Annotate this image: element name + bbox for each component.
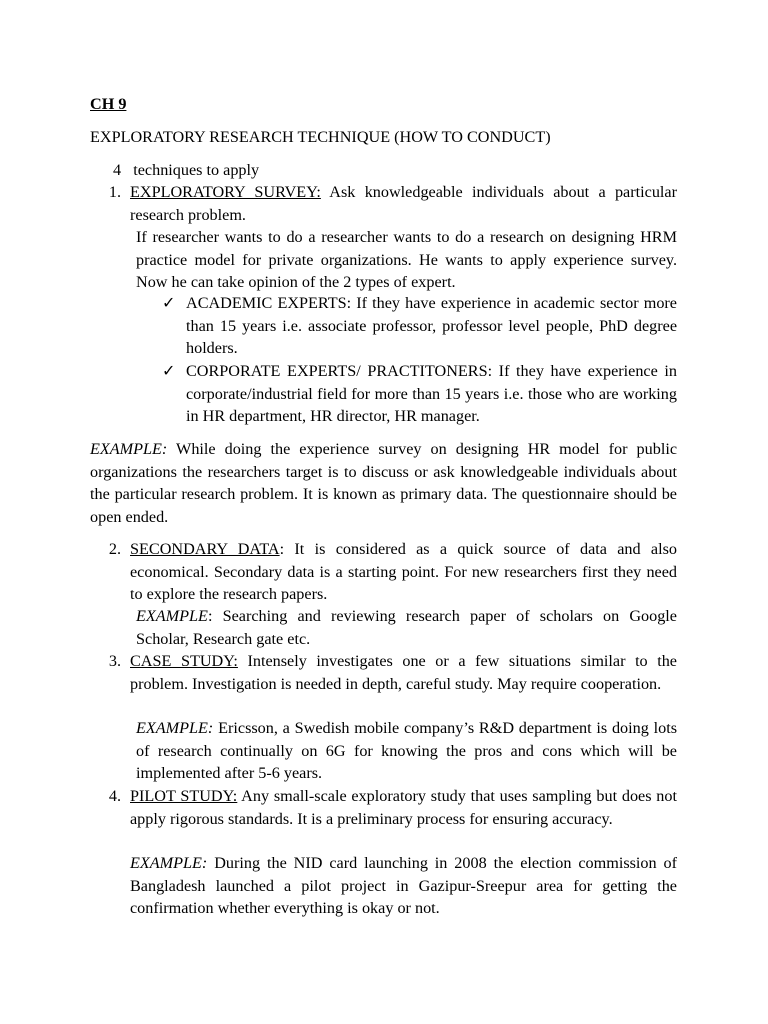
check-icon: ✓ bbox=[162, 294, 176, 312]
item-4-paragraph bbox=[130, 785, 677, 830]
item-4-example-label: EXAMPLE: bbox=[130, 854, 208, 872]
item-3-heading: CASE STUDY: bbox=[130, 652, 238, 670]
item-3-paragraph bbox=[130, 650, 677, 695]
intro-line bbox=[113, 159, 259, 182]
item-2-number: 2. bbox=[108, 540, 121, 558]
intro-number: 4 bbox=[113, 161, 122, 179]
item-2-example-text: : Searching and reviewing research paper of scholars on Google Scholar, Research gate etc. bbox=[136, 607, 677, 648]
item-1-heading: EXPLORATORY SURVEY: bbox=[130, 183, 321, 201]
item-1-text: Ask knowledgeable individuals about a particular research problem. bbox=[130, 183, 677, 224]
item-2-paragraph bbox=[130, 538, 677, 606]
example-label: EXAMPLE: bbox=[90, 440, 168, 458]
bullet-academic-experts: ACADEMIC EXPERTS: If they have experience in academic sector more than 15 years i.e. associate professor, professor level people, PhD degree holders. bbox=[186, 294, 677, 358]
item-4-heading: PILOT STUDY: bbox=[130, 787, 238, 805]
item-1-paragraph bbox=[130, 181, 677, 226]
item-4-example bbox=[130, 852, 677, 920]
intro-text: techniques to apply bbox=[133, 161, 260, 179]
item-1-detail: If researcher wants to do a researcher wants to do a research on designing HRM practice model for private organizations. He wants to apply experience survey. Now he can take opinion of the 2 types of expert. bbox=[136, 228, 677, 292]
item-1-number: 1. bbox=[108, 183, 121, 201]
item-3-example-text: Ericsson, a Swedish mobile company’s R&D department is doing lots of research continually on 6G for knowing the pros and cons which will be implemented after 5-6 years. bbox=[136, 719, 677, 783]
bullet-corporate-experts: CORPORATE EXPERTS/ PRACTITONERS: If they have experience in corporate/industrial field for more than 15 years i.e. those who are working in HR department, HR director, HR manager. bbox=[186, 362, 677, 426]
item-4-example-text: During the NID card launching in 2008 the election commission of Bangladesh launched a pilot project in Gazipur-Sreepur area for getting the confirmation whether everything is okay or not. bbox=[130, 854, 677, 918]
example-text: While doing the experience survey on designing HR model for public organizations the researchers target is to discuss or ask knowledgeable individuals about the particular research problem. It is known as primary data. The questionnaire should be open ended. bbox=[90, 440, 677, 526]
chapter-heading: CH 9 bbox=[90, 95, 127, 113]
check-icon: ✓ bbox=[162, 362, 176, 380]
item-2-example-label: EXAMPLE bbox=[136, 607, 208, 625]
item-4-number: 4. bbox=[108, 787, 121, 805]
item-3-example bbox=[136, 717, 677, 785]
example-paragraph bbox=[90, 438, 677, 528]
item-2-heading: SECONDARY DATA bbox=[130, 540, 280, 558]
section-title: EXPLORATORY RESEARCH TECHNIQUE (HOW TO CONDUCT) bbox=[90, 128, 551, 146]
item-3-text: Intensely investigates one or a few situations similar to the problem. Investigation is needed in depth, careful study. May require cooperation. bbox=[130, 652, 677, 693]
item-2-text: : It is considered as a quick source of data and also economical. Secondary data is a starting point. For new researchers first they need to explore the research papers. bbox=[130, 540, 677, 604]
item-4-text: Any small-scale exploratory study that uses sampling but does not apply rigorous standards. It is a preliminary process for ensuring accuracy. bbox=[130, 787, 677, 828]
item-3-example-label: EXAMPLE: bbox=[136, 719, 214, 737]
item-3-number: 3. bbox=[108, 652, 121, 670]
item-2-example bbox=[136, 605, 677, 650]
